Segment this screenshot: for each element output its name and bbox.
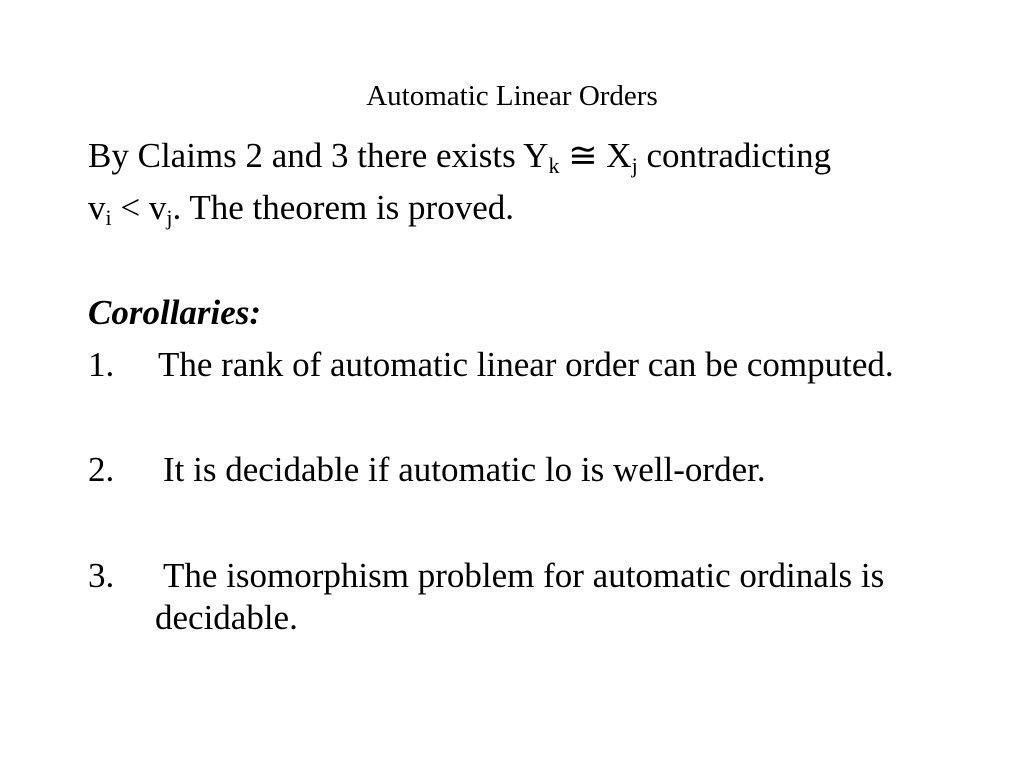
proof-line-1-end: contradicting bbox=[637, 136, 832, 175]
subscript-i: i bbox=[105, 205, 112, 230]
v-symbol: v bbox=[88, 188, 106, 227]
corollary-text-3-continuation: decidable. bbox=[155, 598, 298, 637]
corollaries-heading: Corollaries: bbox=[88, 293, 262, 332]
subscript-j-2: j bbox=[166, 205, 173, 230]
corollary-text-3: The isomorphism problem for automatic ordinals is bbox=[163, 556, 885, 595]
proof-line-2 bbox=[88, 188, 514, 228]
proof-line-1 bbox=[88, 136, 831, 176]
corollary-number-3: 3. bbox=[88, 556, 115, 595]
subscript-k: k bbox=[548, 153, 560, 178]
isomorphic-x: ≅ X bbox=[559, 136, 632, 175]
corollary-text-1: The rank of automatic linear order can be computed. bbox=[158, 345, 894, 384]
subscript-j: j bbox=[631, 153, 638, 178]
corollary-item-1 bbox=[88, 345, 894, 385]
corollary-number-2: 2. bbox=[88, 450, 115, 489]
less-than-v: < v bbox=[111, 188, 167, 227]
corollary-text-2: It is decidable if automatic lo is well-order. bbox=[163, 450, 766, 489]
corollary-item-3 bbox=[88, 556, 885, 596]
proof-line-2-end: . The theorem is proved. bbox=[172, 188, 514, 227]
proof-line-1-text: By Claims 2 and 3 there exists Y bbox=[88, 136, 549, 175]
corollary-item-2 bbox=[88, 450, 766, 490]
slide-title: Automatic Linear Orders bbox=[366, 80, 658, 112]
corollary-number-1: 1. bbox=[88, 345, 115, 384]
